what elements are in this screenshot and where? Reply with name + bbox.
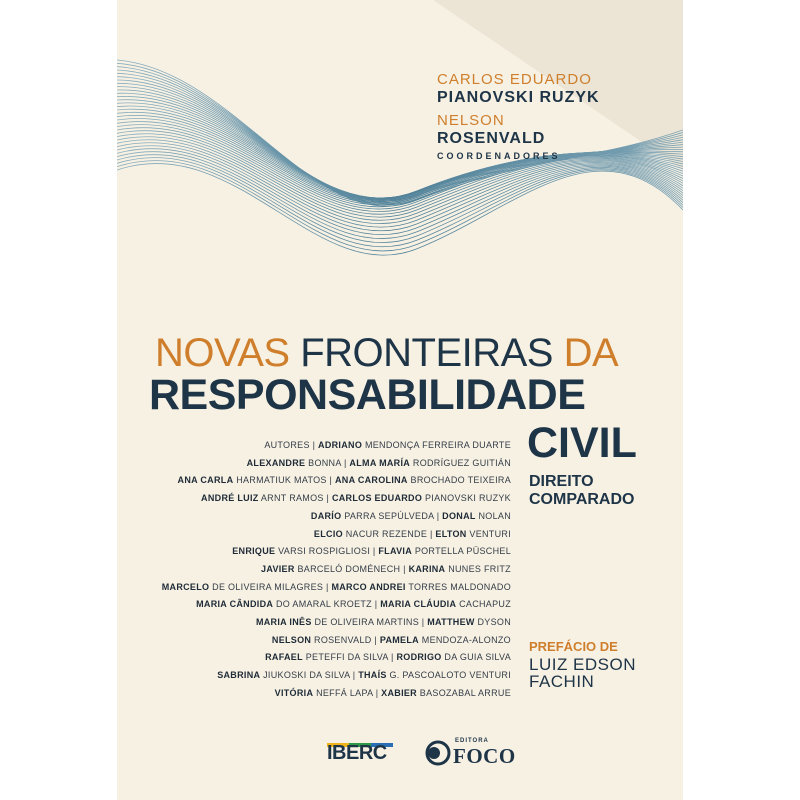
- separator: |: [341, 457, 350, 468]
- author-first-name: RAFAEL: [265, 652, 303, 663]
- author-line: [131, 437, 511, 455]
- publisher-logos: [117, 728, 683, 788]
- title-word-da: DA: [563, 331, 619, 375]
- author-surname: HARMATIUK MATOS: [236, 475, 327, 486]
- title-line-1: [155, 333, 655, 373]
- separator: |: [372, 687, 382, 698]
- separator: |: [323, 581, 332, 592]
- author-line: [131, 596, 511, 614]
- author-surname: DE OLIVEIRA MARTINS: [314, 617, 419, 628]
- author-surname: BONNA: [308, 457, 342, 468]
- author-first-name: MARIA CÂNDIDA: [196, 599, 274, 610]
- author-first-name: SABRINA: [217, 670, 261, 681]
- author-first-name: VITÓRIA: [274, 687, 314, 698]
- authors-list: [131, 437, 511, 703]
- authors-label: AUTORES: [264, 440, 310, 450]
- author-surname: G. PASCOALOTO VENTURI: [389, 670, 511, 681]
- separator: |: [419, 617, 428, 628]
- author-first-name: FLAVIA: [378, 546, 413, 557]
- author-line: [131, 526, 511, 544]
- separator: |: [309, 440, 319, 450]
- author-surname: VARSI ROSPIGLIOSI: [278, 546, 371, 557]
- preface-author: LUIZ EDSON: [529, 654, 637, 674]
- subtitle-line-1: DIREITO: [529, 473, 594, 490]
- author-first-name: ENRIQUE: [232, 546, 276, 557]
- title-line-3: CIVIL: [527, 419, 637, 467]
- coordinator-last-name: PIANOVSKI RUZYK: [437, 89, 600, 106]
- iberc-logo-stripes: [327, 734, 393, 742]
- author-surname: PARRA SEPÚLVEDA: [344, 510, 434, 521]
- separator: |: [326, 475, 335, 486]
- coordinator-first-name: NELSON: [437, 112, 505, 129]
- author-surname: RODRÍGUEZ GUITIÁN: [412, 457, 511, 468]
- author-first-name: MATTHEW: [427, 617, 475, 628]
- author-surname: MENDONÇA FERREIRA DUARTE: [364, 440, 511, 450]
- author-line: [131, 472, 511, 490]
- separator: |: [349, 670, 359, 681]
- author-line: [131, 579, 511, 597]
- author-line: [131, 685, 511, 703]
- author-surname: PIANOVSKI RUZYK: [424, 493, 511, 504]
- coordinator-last-name: ROSENVALD: [437, 130, 546, 147]
- author-surname: PORTELLA PÜSCHEL: [414, 546, 511, 557]
- author-first-name: ANDRÉ LUIZ: [201, 493, 259, 504]
- author-line: [131, 614, 511, 632]
- author-line: [131, 543, 511, 561]
- author-surname: TORRES MALDONADO: [408, 581, 511, 592]
- separator: |: [370, 546, 379, 557]
- foco-logo-icon: [425, 740, 451, 766]
- author-surname: DE OLIVEIRA MILAGRES: [212, 581, 324, 592]
- author-first-name: JAVIER: [261, 563, 295, 574]
- author-first-name: XABIER: [381, 687, 417, 698]
- separator: |: [371, 634, 380, 645]
- author-surname: VENTURI: [469, 528, 511, 539]
- author-first-name: ANA CARLA: [177, 475, 234, 486]
- author-surname: BROCHADO TEIXEIRA: [410, 475, 511, 486]
- author-line: [131, 490, 511, 508]
- author-first-name: ADRIANO: [318, 440, 363, 450]
- author-first-name: MARIA INÊS: [255, 617, 312, 628]
- coordinator-first-name: CARLOS EDUARDO: [437, 71, 592, 88]
- subtitle-line-2: COMPARADO: [529, 491, 635, 509]
- author-line: [131, 561, 511, 579]
- preface-block: [529, 640, 636, 691]
- author-first-name: KARINA: [408, 563, 446, 574]
- author-first-name: MARCO ANDREI: [331, 581, 406, 592]
- author-first-name: DONAL: [442, 510, 476, 521]
- author-surname: BASOZABAL ARRUE: [419, 687, 511, 698]
- preface-label: PREFÁCIO DE: [529, 639, 618, 654]
- separator: |: [427, 528, 436, 539]
- publisher-small-label: EDITORA: [455, 738, 489, 744]
- iberc-logo: IBERC: [327, 742, 387, 764]
- author-first-name: PAMELA: [379, 634, 419, 645]
- author-surname: ROSENVALD: [314, 634, 372, 645]
- coordinators-block: [437, 72, 600, 161]
- author-first-name: DARÍO: [310, 510, 342, 521]
- author-surname: JIUKOSKI DA SILVA: [263, 670, 350, 681]
- author-surname: BARCELÓ DOMÉNECH: [297, 563, 401, 574]
- subtitle: [529, 473, 634, 510]
- author-surname: DO AMARAL KROETZ: [275, 599, 372, 610]
- title-line-2: RESPONSABILIDADE: [149, 371, 586, 419]
- author-surname: PETEFFI DA SILVA: [305, 652, 389, 663]
- author-surname: MENDOZA-ALONZO: [421, 634, 511, 645]
- author-surname: NACUR REZENDE: [345, 528, 428, 539]
- publisher-logo: FOCO: [453, 744, 516, 768]
- wave-line: [117, 161, 683, 252]
- author-surname: ARNT RAMOS: [260, 493, 324, 504]
- author-first-name: MARIA CLÁUDIA: [380, 599, 457, 610]
- author-first-name: ALEXANDRE: [246, 457, 306, 468]
- separator: |: [400, 563, 409, 574]
- separator: |: [388, 652, 397, 663]
- title-word-novas: NOVAS: [155, 331, 301, 375]
- book-cover: [117, 0, 683, 800]
- author-first-name: ELCIO: [313, 528, 343, 539]
- author-surname: NOLAN: [478, 510, 511, 521]
- author-line: [131, 455, 511, 473]
- preface-author: FACHIN: [529, 672, 595, 692]
- separator: |: [433, 510, 443, 521]
- author-first-name: ELTON: [435, 528, 467, 539]
- author-first-name: ANA CAROLINA: [334, 475, 408, 486]
- author-first-name: MARCELO: [161, 581, 210, 592]
- separator: |: [371, 599, 381, 610]
- author-line: [131, 667, 511, 685]
- author-surname: DA GUIA SILVA: [444, 652, 511, 663]
- author-surname: NEFFÁ LAPA: [316, 687, 373, 698]
- title-word-fronteiras: FRONTEIRAS: [300, 331, 564, 375]
- author-surname: DYSON: [477, 617, 511, 628]
- author-line: [131, 632, 511, 650]
- author-first-name: ALMA MARÍA: [349, 457, 411, 468]
- author-first-name: RODRIGO: [396, 652, 442, 663]
- separator: |: [323, 493, 332, 504]
- author-surname: NUNES FRITZ: [448, 563, 511, 574]
- author-first-name: THAÍS: [358, 670, 387, 681]
- author-line: [131, 649, 511, 667]
- author-first-name: CARLOS EDUARDO: [331, 493, 423, 504]
- author-line: [131, 508, 511, 526]
- author-first-name: NELSON: [271, 634, 312, 645]
- author-surname: CACHAPUZ: [459, 599, 511, 610]
- coordinators-role: COORDENADORES: [437, 151, 561, 161]
